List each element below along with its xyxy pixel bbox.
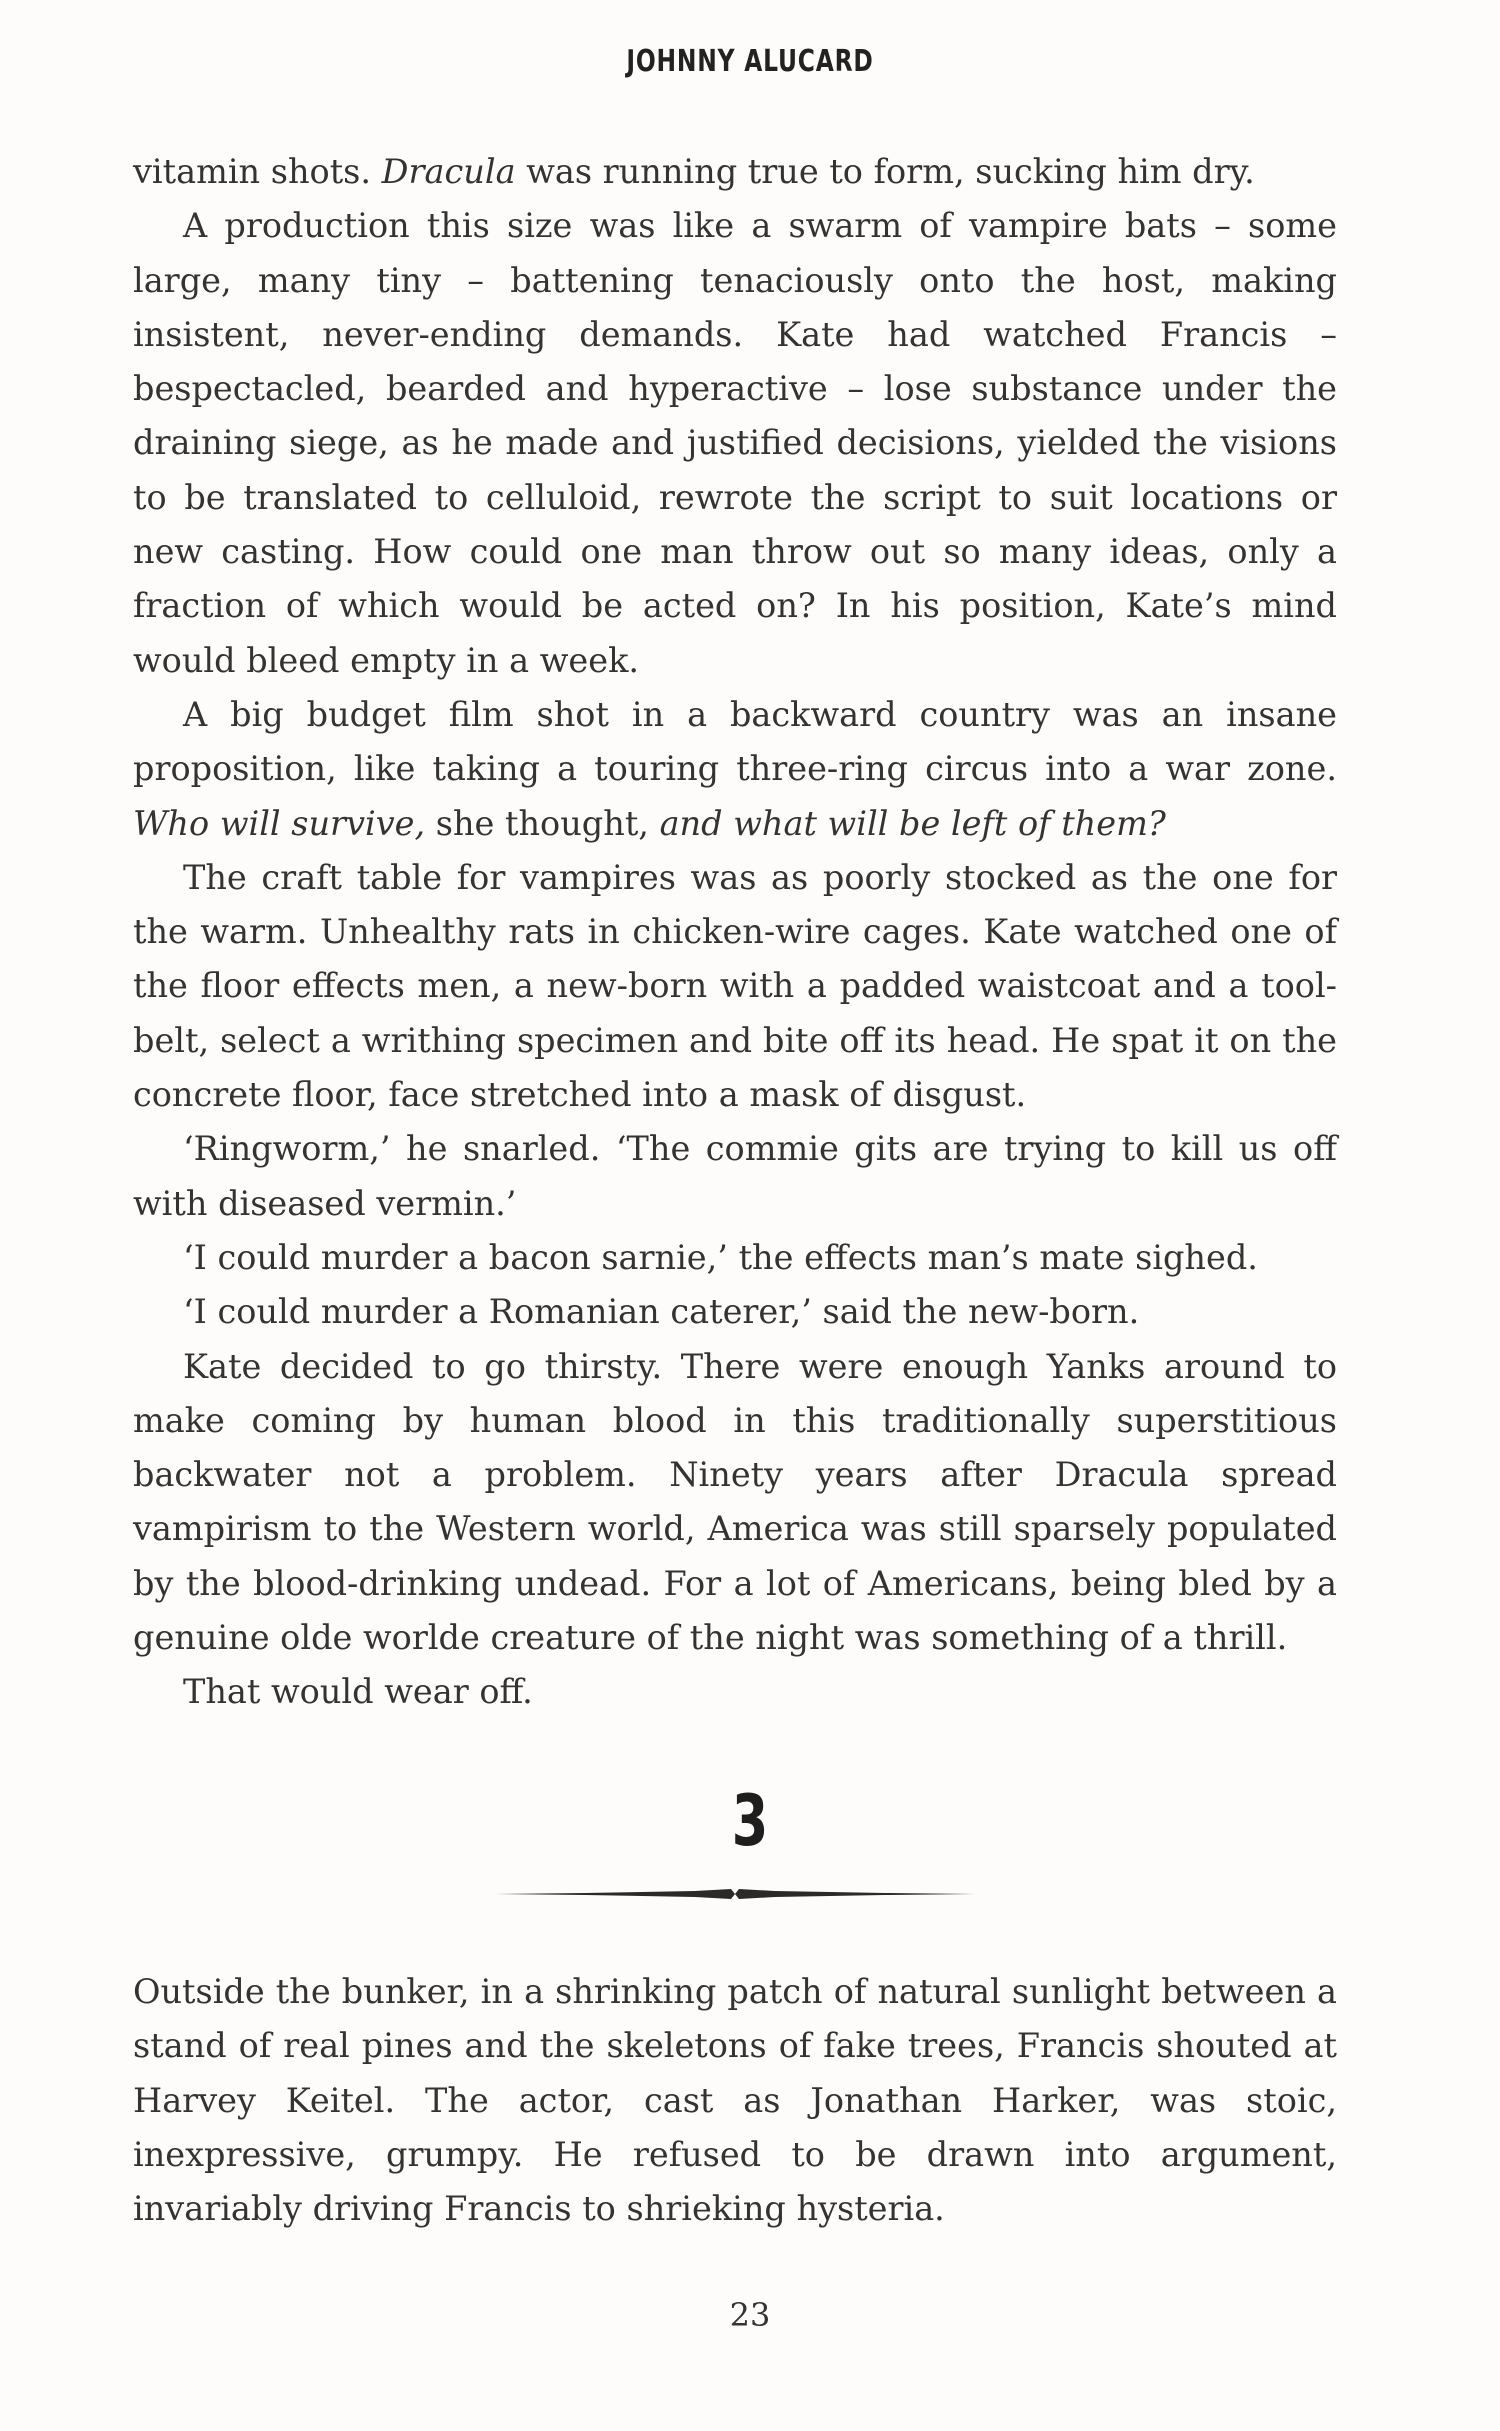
text-run: was running true to form, sucking him dry.	[515, 152, 1255, 191]
body-paragraph	[133, 1231, 1337, 1285]
body-paragraph	[133, 1285, 1337, 1339]
text-run: she thought,	[425, 803, 660, 843]
body-paragraph	[133, 688, 1337, 851]
text-run: ‘I could murder a bacon sarnie,’ the effects man’s mate sighed.	[183, 1237, 1258, 1277]
body-paragraph	[133, 1340, 1337, 1666]
section-two-paragraph: Outside the bunker, in a shrinking patch of natural sunlight between a stand of real pines and the skeletons of fake trees, Francis shouted at Harvey Keitel. The actor, cast as Jonathan Harker, was stoic, inexpressive, grumpy. He refused to be drawn into argument, invariably driving Francis to shrieking hysteria.	[133, 1972, 1337, 2229]
ornament-right-rule	[735, 1889, 975, 1899]
italic-text: Who will survive,	[133, 803, 426, 843]
body-paragraph	[133, 851, 1337, 1122]
text-run: ‘Ringworm,’ he snarled. ‘The commie gits are trying to kill us off with diseased vermin.’	[133, 1129, 1337, 1223]
text-run: A big budget film shot in a backward country was an insane proposition, like taking a touring three-ring circus into a war zone.	[133, 694, 1337, 789]
text-run: Kate decided to go thirsty. There were enough Yanks around to make coming by human blood in this traditionally superstitious backwater not a problem. Ninety years after Dracula spread vampirism to the Western world, America was still sparsely populated by the blood-drinking undead. For a lot of Americans, being bled by a genuine olde worlde creature of the night was something of a thrill.	[133, 1346, 1337, 1658]
body-paragraph	[133, 199, 1337, 688]
body-paragraph	[133, 1665, 1337, 1719]
text-run: ‘I could murder a Romanian caterer,’ said the new-born.	[183, 1292, 1140, 1332]
text-run: vitamin shots.	[133, 152, 382, 191]
italic-text: and what will be left of them?	[659, 803, 1166, 843]
ornament-left-rule	[495, 1889, 735, 1899]
page-number: 23	[729, 2296, 771, 2334]
section-two-text	[133, 1965, 1337, 2236]
text-run: A production this size was like a swarm of vampire bats – some large, many tiny – battening tenaciously onto the host, making insistent, never-ending demands. Kate had watched Francis – bespectacled, bearded and hyperactive – lose substance under the draining siege, as he made and justified decisions, yielded the visions to be translated to celluloid, rewrote the script to suit locations or new casting. How could one man throw out so many ideas, only a fraction of which would be acted on? In his position, Kate’s mind would bleed empty in a week.	[133, 206, 1337, 680]
text-run: That would wear off.	[183, 1672, 533, 1712]
body-text	[133, 145, 1337, 1720]
chapter-number: 3	[731, 1780, 769, 1862]
body-paragraph	[133, 145, 1337, 199]
chapter-ornament-icon	[495, 1882, 975, 1906]
body-paragraph	[133, 1122, 1337, 1231]
text-run: The craft table for vampires was as poorly stocked as the one for the warm. Unhealthy rats in chicken-wire cages. Kate watched one of the floor effects men, a new-born with a padded waistcoat and a tool-belt, select a writhing specimen and bite off its head. He spat it on the concrete floor, face stretched into a mask of disgust.	[133, 857, 1337, 1115]
italic-text: Dracula	[381, 152, 516, 191]
running-head: JOHNNY ALUCARD	[626, 44, 874, 79]
